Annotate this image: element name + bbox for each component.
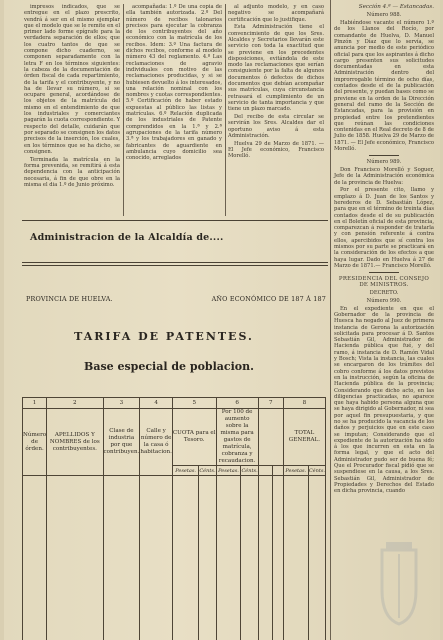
base-title: Base especial de poblacion. [84,360,254,373]
column-1 [24,4,120,190]
newspaper-page [4,0,440,640]
decree-heading: DECRETO. [369,290,399,297]
table-body-row [23,476,326,640]
divider-line [369,272,399,273]
unit-label [258,466,272,476]
column-header: Clase de industria por que contribuyen. [103,409,140,476]
column-divider [123,4,124,216]
unit-label: Pesetas. [283,466,308,476]
unit-label: Cénts. [241,467,258,474]
presidency-heading: PRESIDENCIA DEL CONSEJO DE MINISTROS. [338,275,430,289]
column-header: Por 100 de aumento sobre la misma para gastos de matrícula, cobranza y recaudacion. [216,409,258,466]
column-number: 1 [23,398,47,409]
unit-label [272,466,283,476]
notice-number: Número 990. [366,297,402,304]
column-header: APELLIDOS Y NOMBRES de los contribuyentes. [47,409,103,476]
section-heading: Sección 4.ª — Estancadas. [358,4,434,10]
unit-label: Cénts. [199,467,216,474]
notice-text: En el expediente en que el Gobernador de la provincia de Huesca ha negado al Juez de primera instancia de Gerona la autorización solicitada para procesar á D. Santos Sebastián Gil, Administrador de Hacienda pública que fué, y del ramo, á instancia de D. Ramón Vidal y Bosch; Vista la instancia, las cuales se encargaron de los trámites del cobro conforme á los datos previstos en la instrucción, según la oficina de Hacienda pública de la provincia; Considerando que dicho acto, en las diligencias practicadas, no aparece que haya habido persona alguna que se haya dirigido al Gobernador, ni sea por aquel fin presupuestaria, y que no se ha producido la vacancia de los daños y perjuicios que en este caso se imputan; Considerando que el expediente de la autorización ha sido á los que incurren en esta en la forma legal, y que el acto del Administrador pudo ser de buena fé; Que el Procurador fiscal pidió que se suspendiese en la causa, a los Sres. Sebastián Gil, Administrador de Propiedades y Derechos del Estado en dicha provincia, cuando [334,305,434,495]
horizontal-rule [22,262,328,263]
province-line [26,295,326,303]
column-1-paragraph-1: impresos indicados, que se entregue en el plazo prescrito, vendrá á ser en el mismo ejemplar que el modelo que se le remite en el primer lado forme epígrafe para la verdadera separación de ellos; que los cuatro tantos de que se compone dicho cuaderno, se componen separadamente con la letra F en los términos siguientes: la cabeza de la documentación de órden fiscal de cada repartimiento, de la tarifa y el contribuyente, y no ha de llevar su número, si se ocupare general, acordándose de los objetos de la matrícula del mismo en el entendimiento de que los industriales y comerciantes pagarán la cuota correspondiente. Y respecto del detalle, cuidarán que por separado se consignen los datos precisos de la inserción, los cuales, en los términos que se ha dicho, se consignen. [24,4,120,155]
province-name: PROVINCIA DE HUELVA. [26,295,113,303]
notice-text: Por el presente cito, llamo y emplazo á D. Juan de los Santos y herederos de D. Sebastián López, para que en el término de treinta días contados desde el de su publicación en el Boletín oficial de esta provincia, comparezcan á responder de tratarla y con pensión referente á contra ellos, apercibidos que sí contra los mismos por su parte se practicará en la consideración de los efectos a que haya lugar. Dado en Huelva á 27 de Marzo de 1871.— Francisco Morelló. [334,187,435,269]
column-number: 6 [216,398,258,409]
notice-number: Número 988. [366,12,402,19]
column-2-paragraph-1: acompañada: 1.º De una copia de ella también autorizada. 2.º Del número de recibos talonarios precisos para ejecutar la cobranza de los contribuyentes del año económico con la matrícula de los recibos. Idem: 3.º Una factura de dichos recibos, conforme al modelo número 43 del reglamento. 4.º Las reclamaciones de agravio individuales con motivo de las reclamaciones producidas, y si se hubiesen devuelto á los interesados, una relación nominal con los nombres y cuotas correspondientes. 5.º Certificación de haber estado expuestas al público las listas y matrículas. 6.º Relación duplicada de los industriales de Patente comprendidos en la 1.ª y 2.ª agrupaciones de la tarifa número 3.ª y los trabajadores en ganado y fabricantes de aguardiente en ambulancia cuyo domicilio sea conocido, arreglados [126,4,222,162]
column-1-paragraph-2: Terminada la matrícula en la forma prevenida, se remitirá á esta dependencia con la anticipación necesaria, á fin de que obre en la misma el dia 1.º de Junio próximo. [24,156,120,188]
unit-label: Pesetas. [216,466,241,476]
horizontal-rule [22,265,328,266]
column-number: 4 [140,398,173,409]
patent-table [22,397,326,640]
notice-text: Don Francisco Morelló y Soguer, Jefe de la Administración económica de la provincia de Huelva: [334,166,434,186]
column-3-paragraph-3: Del recibo de esta circular se servirán los Sres. Alcaldes dar el oportuno aviso á esta Administración. [228,114,324,139]
column-3-paragraph-4: Huelva 29 de Marzo de 1871. — El Jefe económico, Francisco Morelló. [228,140,324,160]
column-divider [225,4,226,216]
column-number: 3 [103,398,140,409]
right-column [334,4,434,496]
administration-title: Administracion de la Alcaldía de.... [30,232,224,243]
column-number: 2 [47,398,103,409]
column-2 [126,4,222,163]
table-number-row [23,398,326,409]
column-header: TOTAL GENERAL. [283,409,325,466]
economic-year: AÑO ECONÓMICO DE 187 Á 187 [211,295,326,303]
tariff-title: TARIFA DE PATENTES. [74,330,254,343]
column-number: 8 [283,398,325,409]
column-3-paragraph-2: Esta Administración tiene el convencimiento de que los Sres. Alcaldes y Secretarios llevarán este servicio con toda la exactitud que se previene en los precedentes disposiciones, evitándola de este modo las reclamaciones que serían consiguiente por la falta de algunos documentos ó defectos de dichos documentos que debían acompañar sus matrículas, cuya circunstancia retrasará el cumplimiento de un servicio de tanta importancia y que tiene un plazo marcado. [228,24,324,113]
divider-line [369,155,399,156]
column-3 [228,4,324,161]
unit-label: Cénts. [308,467,325,474]
notice-text: Habiéndose vacante el número 1.º de los Llanos del Rocío, por comandante de Huelva, D. Manuel Pinzón y Díaz que lo servía, se anuncia por medio de este periódico oficial para que los aspirantes á dicho cargo presenten sus solicitudes documentadas en esta Administración dentro del improrrogable término de ocho días, contados desde el de la publicación del presente, y puedan bases como se previene en la orden de la Dirección general del ramo de la Sección de Estancadas, para la provisión en propiedad entre los pretendientes que reúnan las condiciones contenidas en el Real decreto de 8 de Julio de 1858. Huelva 29 de Marzo de 1871. — El Jefe económico, Francisco Morelló. [334,20,434,153]
unit-label: Pesetas. [172,466,198,476]
column-3-paragraph-1: al adjunto modelo, y en caso negativo se acompañará certificación que lo justifique. [228,4,324,23]
column-header: Número de órden. [23,409,47,476]
table-header-row [23,409,326,466]
column-number: 5 [172,398,216,409]
notice-number: Número 989. [366,159,402,166]
column-header: CUOTA para el Tesoro. [172,409,216,466]
watermark-seal-icon [376,540,422,626]
column-header: Calle y número de la casa ó habitacion. [140,409,173,476]
horizontal-rule [22,220,328,221]
right-column-divider [330,0,331,640]
column-number: 7 [258,398,283,409]
column-header [258,409,283,466]
